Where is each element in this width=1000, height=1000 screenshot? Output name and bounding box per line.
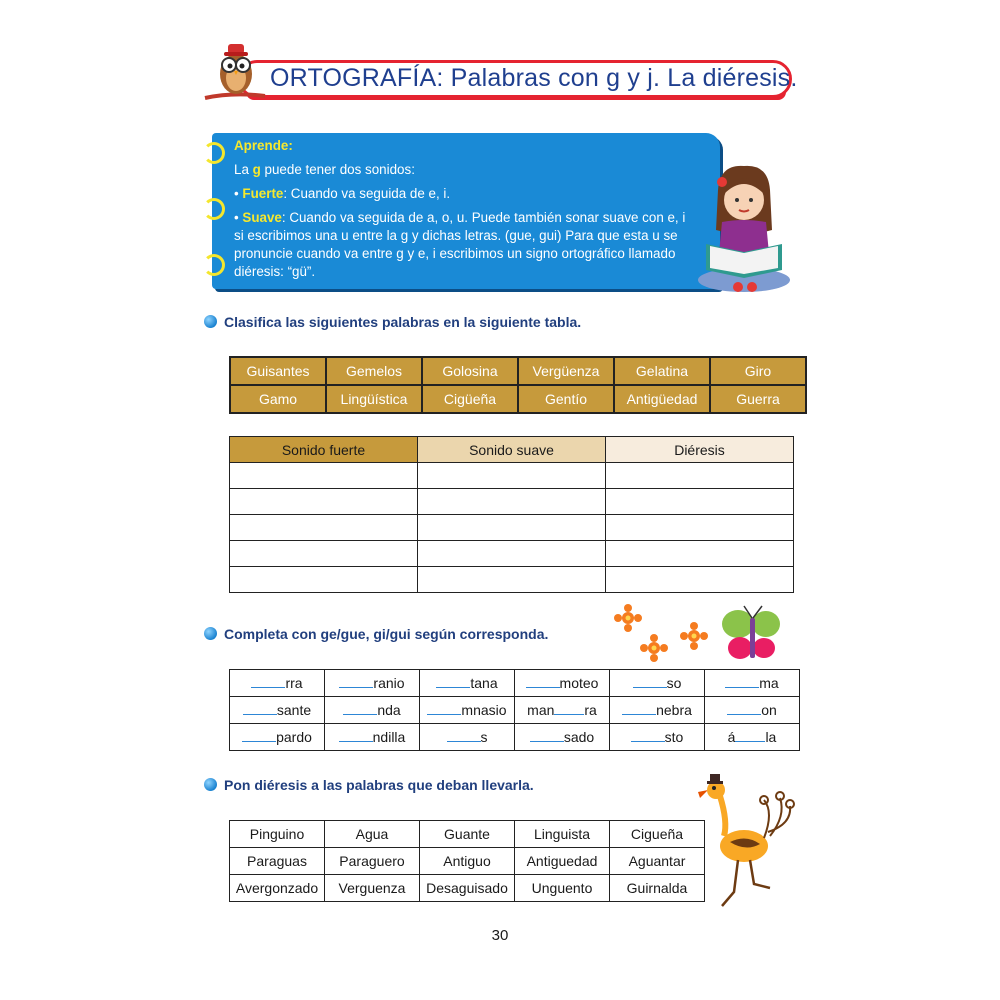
word-cell[interactable]: Cigueña [610,821,705,848]
word-suffix: s [480,729,488,745]
fill-cell[interactable] [325,724,420,751]
binder-ring-icon [203,198,225,220]
learn-content [234,137,694,287]
word-prefix: á [727,729,736,745]
word-cell[interactable]: Linguista [515,821,610,848]
table-row [230,357,806,385]
word-prefix: man [527,702,555,718]
word-cell[interactable]: Aguantar [610,848,705,875]
word-cell[interactable]: Paraguas [230,848,325,875]
binder-ring-icon [203,142,225,164]
word-suffix: ma [759,675,779,691]
word-suffix: sado [563,729,595,745]
fill-cell[interactable] [705,724,800,751]
blank-line[interactable] [526,675,560,688]
blank-line[interactable] [727,702,761,715]
blank-line[interactable] [622,702,656,715]
word-suffix: rra [285,675,303,691]
binder-ring-icon [203,254,225,276]
word-cell: Gelatina [614,357,710,385]
word-suffix: nebra [656,702,692,718]
flowers-butterfly-illustration [614,604,790,668]
blank-line[interactable] [251,675,285,688]
word-suffix: la [765,729,777,745]
answer-cell[interactable] [606,463,794,489]
word-cell[interactable]: Agua [325,821,420,848]
blank-line[interactable] [436,675,470,688]
word-suffix: ndilla [372,729,406,745]
learn-intro-letter: g [252,162,261,177]
answer-cell[interactable] [418,463,606,489]
fill-cell[interactable] [610,697,705,724]
word-cell[interactable]: Pinguino [230,821,325,848]
fill-cell[interactable] [230,670,325,697]
blank-line[interactable] [725,675,759,688]
fuerte-label: Fuerte [242,186,284,201]
section2-heading: Completa con ge/gue, gi/gui según corresponda. [224,626,549,642]
fill-cell[interactable] [325,697,420,724]
blank-line[interactable] [343,702,377,715]
word-suffix: mnasio [461,702,507,718]
section-bullet-icon [204,315,217,328]
dieresis-table [229,820,705,902]
answer-cell[interactable] [418,515,606,541]
table-row [230,515,794,541]
blank-line[interactable] [242,729,276,742]
word-cell[interactable]: Guirnalda [610,875,705,902]
learn-intro-text: La [234,162,253,177]
column-header-fuerte: Sonido fuerte [230,437,418,463]
fill-cell[interactable] [230,724,325,751]
word-suffix: pardo [276,729,312,745]
word-suffix: ra [584,702,597,718]
word-cell: Antigüedad [614,385,710,413]
blank-line[interactable] [447,729,481,742]
learn-suave [234,209,694,281]
blank-line[interactable] [554,702,584,715]
fill-cell[interactable] [515,724,610,751]
suave-label: Suave [242,210,282,225]
column-header-suave: Sonido suave [418,437,606,463]
table-row [230,821,705,848]
bird-illustration [694,772,800,912]
word-cell[interactable]: Paraguero [325,848,420,875]
fill-cell[interactable] [420,724,515,751]
word-suffix: ranio [373,675,405,691]
suave-text: : Cuando va seguida de a, o, u. Puede también sonar suave con e, i si escribimos una u entre la g y dichas letras. (gue, gui) Para que esta u se pronuncie cuando va entre g y e, i escribimos un signo ortográfico llamado diéresis: “gü”. [234,210,686,279]
table-row [230,385,806,413]
fill-cell[interactable] [230,697,325,724]
answer-cell[interactable] [606,567,794,593]
learn-fuerte [234,185,694,203]
section-bullet-icon [204,778,217,791]
answer-cell[interactable] [606,489,794,515]
word-cell[interactable]: Guante [420,821,515,848]
word-cell: Gentío [518,385,614,413]
answer-cell[interactable] [418,567,606,593]
answer-cell[interactable] [606,541,794,567]
column-header-dieresis: Diéresis [606,437,794,463]
word-suffix: tana [470,675,498,691]
fill-cell[interactable] [420,697,515,724]
answer-cell[interactable] [606,515,794,541]
girl-reading-illustration [696,160,792,296]
blank-line[interactable] [530,729,564,742]
word-suffix: moteo [559,675,599,691]
table-row [230,463,794,489]
section-bullet-icon [204,627,217,640]
word-cell[interactable]: Antiguedad [515,848,610,875]
table-row [230,541,794,567]
page-number: 30 [491,927,509,944]
learn-intro [234,161,694,179]
fill-cell[interactable] [420,670,515,697]
table-row [230,697,800,724]
section1-heading: Clasifica las siguientes palabras en la siguiente tabla. [224,314,582,330]
answer-cell[interactable] [230,567,418,593]
fuerte-text: : Cuando va seguida de e, i. [283,186,451,201]
word-cell: Guerra [710,385,806,413]
classify-table [229,436,794,593]
word-cell: Giro [710,357,806,385]
table-row [230,567,794,593]
bullet-dot: • [234,186,243,201]
word-cell: Gemelos [326,357,422,385]
word-cell: Golosina [422,357,518,385]
table-row [230,875,705,902]
fill-cell[interactable] [515,670,610,697]
learn-heading: Aprende: [234,138,293,153]
fill-cell[interactable] [610,724,705,751]
blank-line[interactable] [633,675,667,688]
blank-line[interactable] [631,729,665,742]
word-cell: Guisantes [230,357,326,385]
bullet-dot: • [234,210,243,225]
answer-cell[interactable] [230,541,418,567]
word-cell[interactable]: Desaguisado [420,875,515,902]
fill-cell[interactable] [515,697,610,724]
page-title: ORTOGRAFÍA: Palabras con g y j. La diéresis. [270,64,798,92]
word-cell: Cigüeña [422,385,518,413]
word-cell: Vergüenza [518,357,614,385]
word-bank-table [229,356,807,414]
word-cell[interactable]: Avergonzado [230,875,325,902]
fill-cell[interactable] [705,697,800,724]
section3-heading: Pon diéresis a las palabras que deban llevarla. [224,777,534,793]
answer-cell[interactable] [418,541,606,567]
fill-cell[interactable] [705,670,800,697]
word-suffix: sto [664,729,684,745]
complete-table [229,669,800,751]
fill-cell[interactable] [325,670,420,697]
answer-cell[interactable] [418,489,606,515]
blank-line[interactable] [243,702,277,715]
word-suffix: so [666,675,682,691]
word-cell: Lingüística [326,385,422,413]
word-cell[interactable]: Antiguo [420,848,515,875]
blank-line[interactable] [427,702,461,715]
answer-cell[interactable] [230,515,418,541]
word-suffix: on [761,702,777,718]
answer-cell[interactable] [230,463,418,489]
word-suffix: sante [276,702,312,718]
owl-mascot-icon [203,38,269,104]
blank-line[interactable] [339,675,373,688]
word-cell: Gamo [230,385,326,413]
word-suffix: nda [377,702,401,718]
fill-cell[interactable] [610,670,705,697]
word-cell[interactable]: Verguenza [325,875,420,902]
answer-cell[interactable] [230,489,418,515]
table-row [230,670,800,697]
blank-line[interactable] [339,729,373,742]
table-row [230,489,794,515]
word-cell[interactable]: Unguento [515,875,610,902]
table-row [230,848,705,875]
blank-line[interactable] [735,729,765,742]
table-header-row [230,437,794,463]
learn-intro-text-end: puede tener dos sonidos: [260,162,415,177]
table-row [230,724,800,751]
